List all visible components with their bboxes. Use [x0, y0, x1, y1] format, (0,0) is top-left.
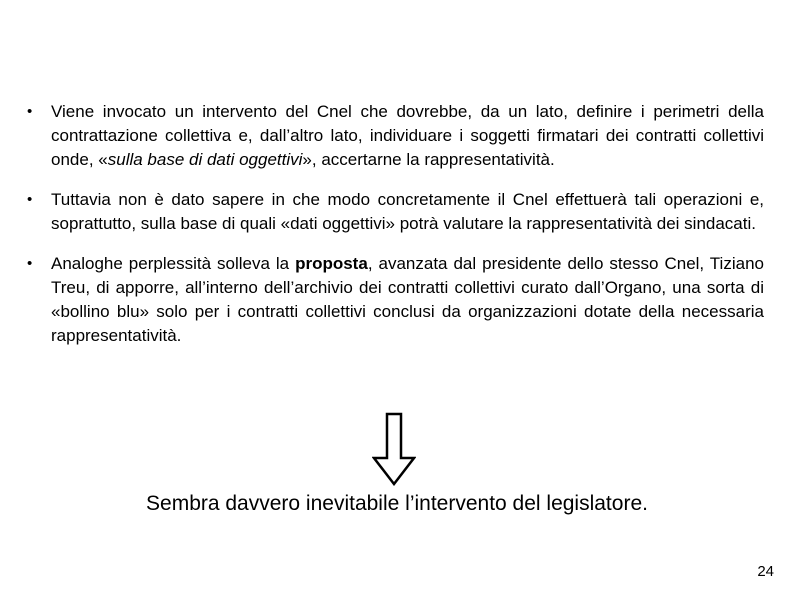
- bold-word: proposta: [295, 254, 368, 273]
- conclusion-text: Sembra davvero inevitabile l’intervento del legislatore.: [146, 492, 648, 515]
- bullet-text: Viene invocato un intervento del Cnel che dovrebbe, da un lato, definire i perimetri della contrattazione collettiva e, dall’altro lato, individuare i soggetti firmatari dei contratti collettivi onde, «sulla base di dati oggettivi», accertarne la rappresentatività.: [51, 102, 764, 169]
- bullet-text: Analoghe perplessità solleva la proposta, avanzata dal presidente dello stesso Cnel, Tiziano Treu, di apporre, all’interno dell’archivio dei contratti collettivi curato dall’Organo, una sorta di «bollino blu» solo per i contratti collettivi conclusi da organizzazioni dotate della necessaria rappresentatività.: [51, 254, 764, 345]
- bullet-item: [27, 100, 764, 172]
- bullet-item: [27, 188, 764, 236]
- down-arrow-icon: [372, 412, 416, 486]
- bullet-marker: •: [27, 255, 33, 272]
- italic-phrase: sulla base di dati oggettivi: [107, 150, 303, 169]
- bullet-text: Tuttavia non è dato sapere in che modo concretamente il Cnel effettuerà tali operazioni e, soprattutto, sulla base di quali «dati oggettivi» potrà valutare la rappresentatività dei sindacati.: [51, 190, 764, 233]
- bullet-marker: •: [27, 103, 33, 120]
- bullet-marker: •: [27, 191, 33, 208]
- page-number: 24: [757, 563, 774, 580]
- bullet-item: [27, 252, 764, 348]
- bullet-list: [27, 100, 764, 364]
